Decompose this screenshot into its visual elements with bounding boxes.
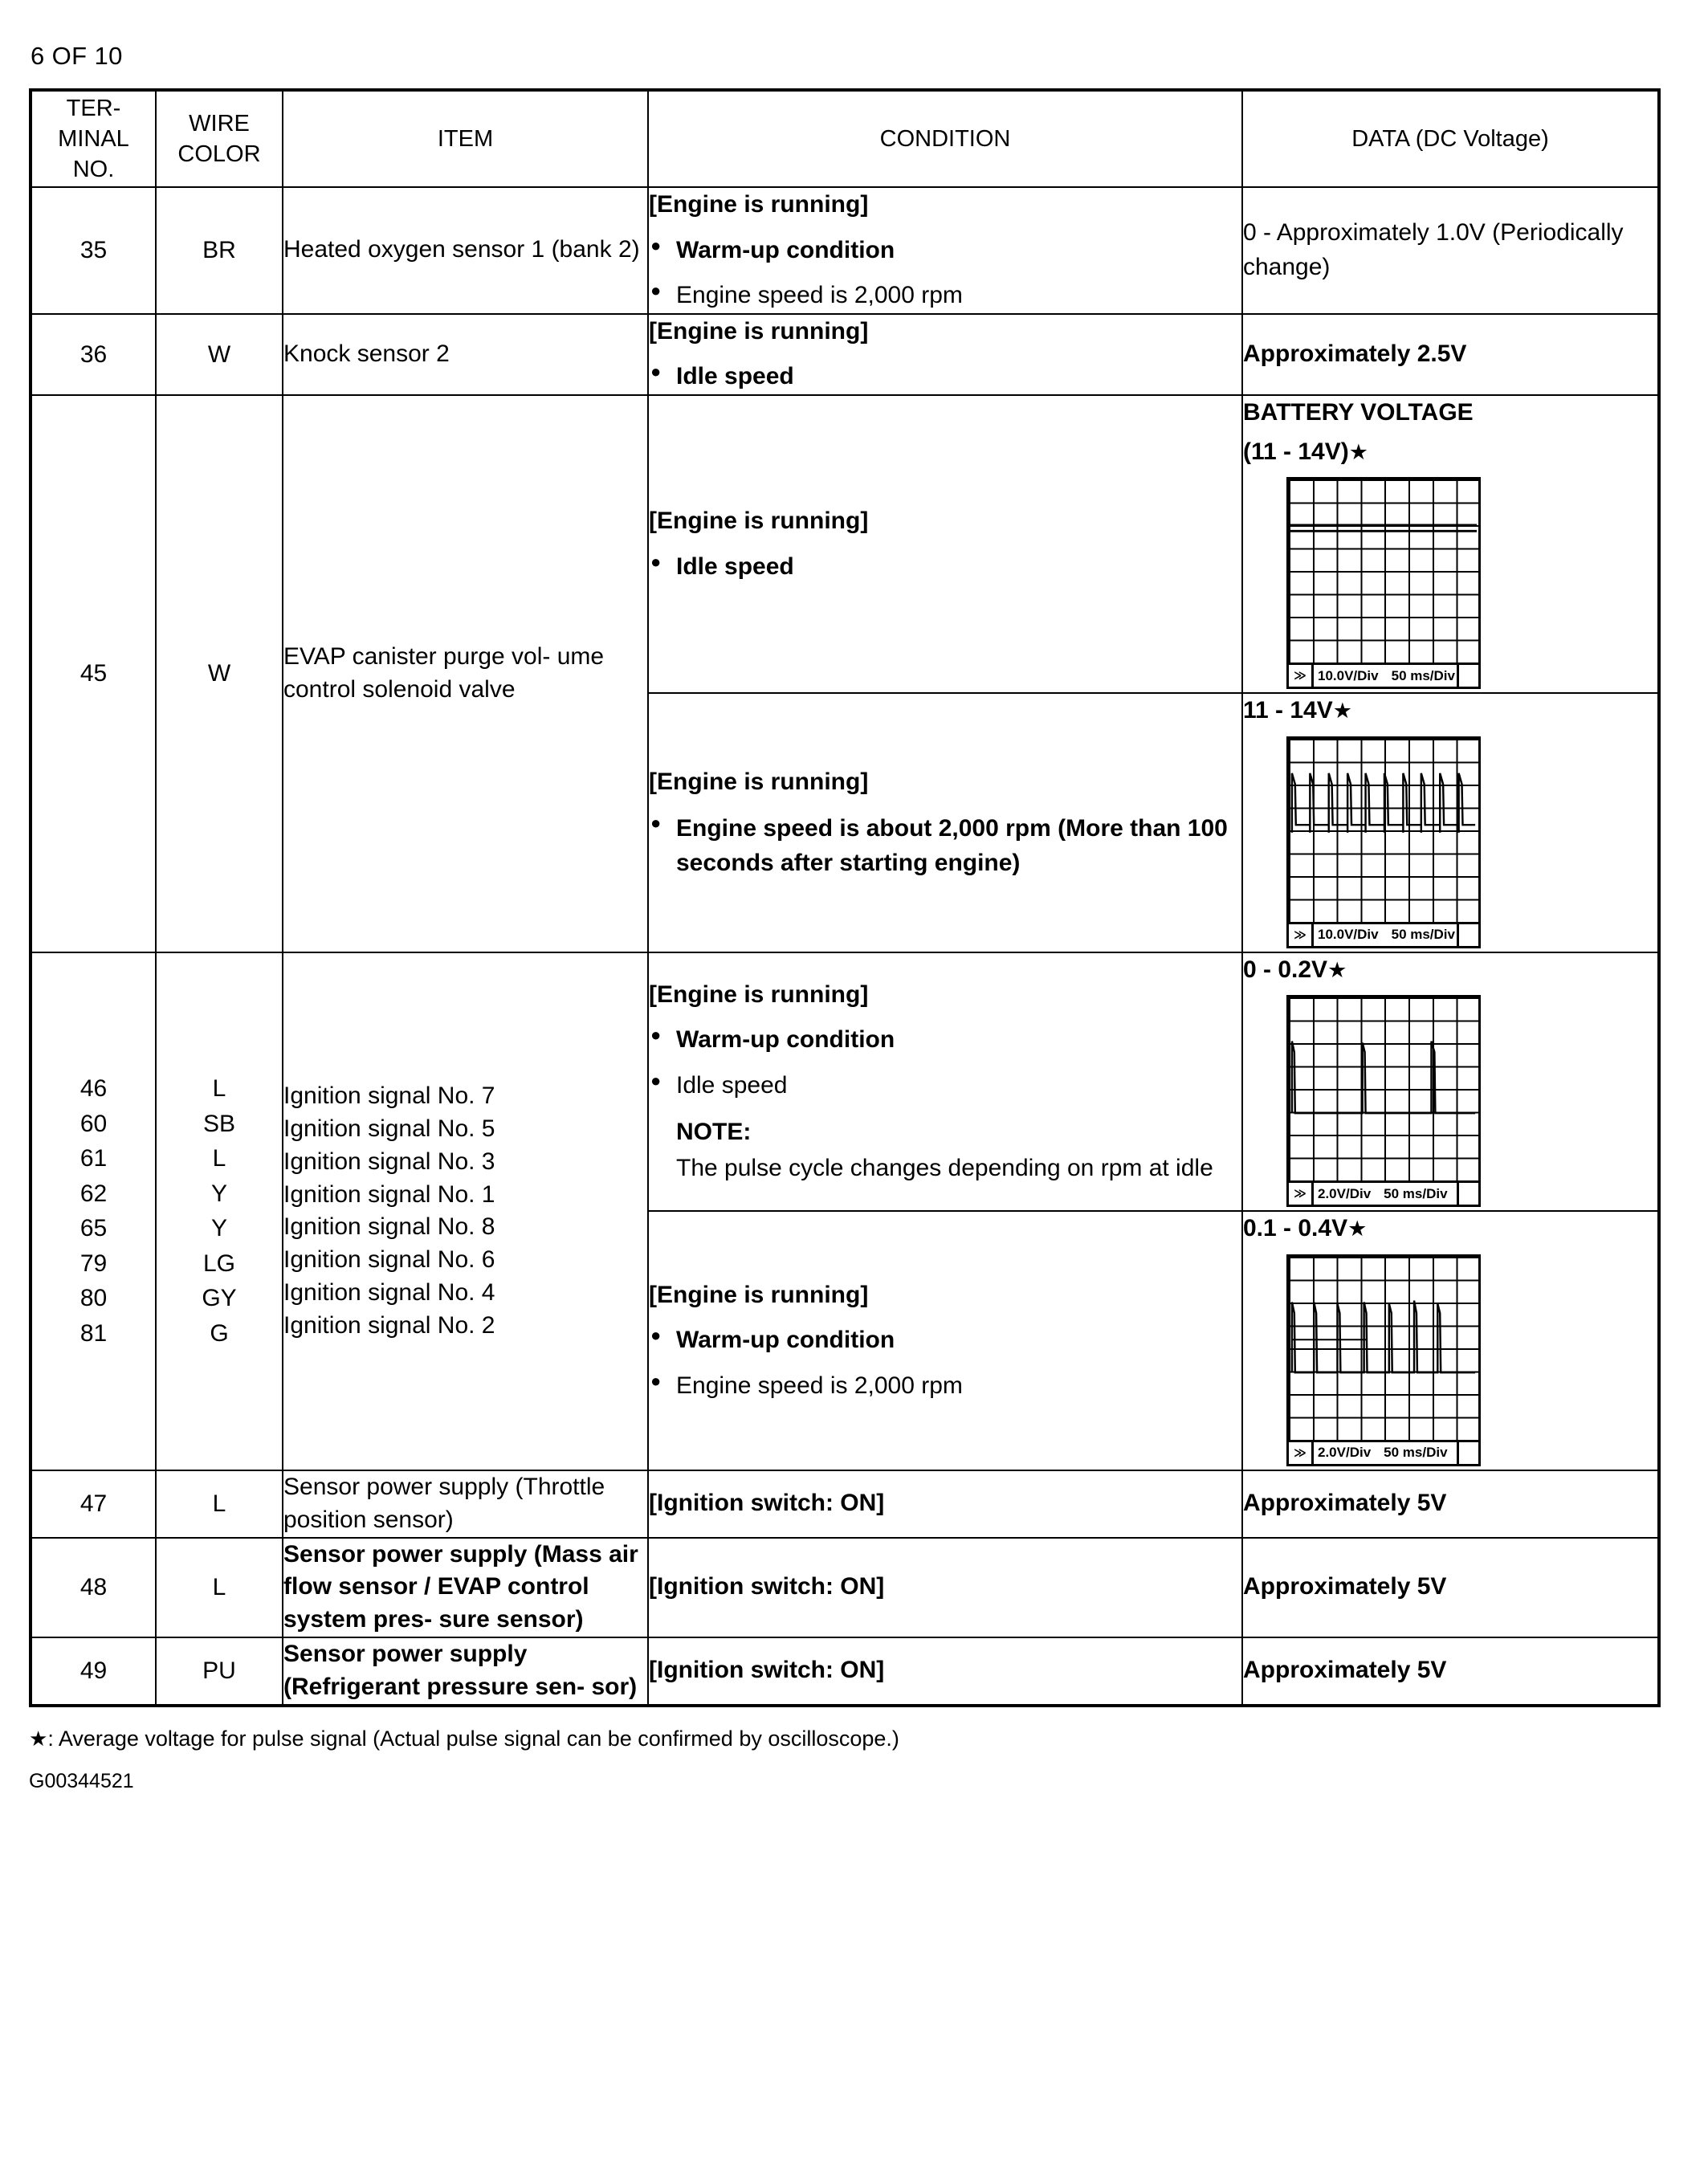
condition-cell <box>648 1538 1242 1637</box>
data-line: (Periodically change) <box>1243 219 1624 280</box>
table-row <box>31 395 1659 693</box>
item-line: Ignition signal No. 6 <box>283 1246 495 1274</box>
data-cell <box>1242 1211 1659 1470</box>
wire-color: L <box>156 1538 283 1637</box>
condition-bullet-list <box>649 811 1241 880</box>
terminal-no: 61 <box>79 1145 108 1172</box>
scope-end-box <box>1457 665 1478 687</box>
wire-color-list <box>156 952 283 1470</box>
scope-grid <box>1286 477 1481 665</box>
wire-color: PU <box>156 1637 283 1706</box>
condition-bullet: ● Warm-up condition <box>649 234 1241 268</box>
item-line: (bank 2) <box>551 236 640 263</box>
data-cell <box>1242 693 1659 952</box>
scope-time-per-div: 50 ms/Div <box>1391 667 1455 683</box>
star-icon: ★ <box>1347 1217 1368 1241</box>
item-line: (Refrigerant pressure sen- <box>283 1673 585 1700</box>
wire-color: L <box>156 1470 283 1538</box>
data-line: Approximately 5V <box>1243 1573 1447 1600</box>
terminal-no: 60 <box>79 1110 108 1137</box>
wire-color: LG <box>202 1250 236 1277</box>
scope-end-box <box>1457 924 1478 946</box>
condition-bullet-list <box>649 550 1241 585</box>
footnote-text: : Average voltage for pulse signal (Actual pulse signal can be confirmed by oscilloscope.) <box>47 1727 899 1751</box>
terminal-no: 65 <box>79 1215 108 1242</box>
item-description-list <box>283 952 648 1470</box>
item-line: Ignition signal No. 3 <box>283 1148 495 1175</box>
scope-footer <box>1286 1183 1481 1207</box>
condition-cell <box>648 314 1242 395</box>
header-wire-line-2: COLOR <box>177 141 261 167</box>
scope-waveform-spikes-7 <box>1289 1257 1478 1440</box>
terminal-no: 35 <box>31 187 156 314</box>
item-line: Heated oxygen sensor 1 <box>283 236 545 263</box>
data-title-line: BATTERY VOLTAGE <box>1243 398 1474 426</box>
data-title-line <box>1243 953 1657 988</box>
data-title-line <box>1243 1212 1657 1246</box>
header-wire-line-1: WIRE <box>189 110 250 137</box>
condition-bullet-list <box>649 234 1241 313</box>
condition-cell <box>648 952 1242 1212</box>
scope-end-box <box>1457 1442 1478 1464</box>
oscilloscope-graphic <box>1286 995 1657 1207</box>
item-line: Ignition signal No. 1 <box>283 1180 495 1208</box>
table-row <box>31 952 1659 1212</box>
scope-waveform-spikes-3 <box>1289 997 1478 1180</box>
star-icon: ★ <box>29 1727 48 1751</box>
scope-time-per-div: 50 ms/Div <box>1384 1445 1448 1461</box>
table-row <box>31 1470 1659 1538</box>
star-icon: ★ <box>1327 957 1347 982</box>
condition-bullet: ● Engine speed is 2,000 rpm <box>649 279 1241 313</box>
scope-volts-per-div: 2.0V/Div <box>1318 1445 1372 1461</box>
table-row <box>31 1538 1659 1637</box>
condition-state: [Engine is running] <box>649 1281 869 1308</box>
data-cell <box>1242 187 1659 314</box>
terminal-no: 36 <box>31 314 156 395</box>
data-title-text: (11 - 14V) <box>1243 438 1349 465</box>
item-line: (Mass air flow sensor / <box>283 1540 638 1600</box>
item-description <box>283 395 648 952</box>
condition-bullet: ● Warm-up condition <box>649 1323 1241 1358</box>
condition-state: [Engine is running] <box>649 768 869 795</box>
item-line: Ignition signal No. 5 <box>283 1115 495 1142</box>
item-line: Sensor power supply <box>283 1473 509 1500</box>
star-icon: ★ <box>1332 699 1352 724</box>
header-data: DATA (DC Voltage) <box>1242 90 1659 187</box>
scope-play-icon: ≫ <box>1289 924 1314 946</box>
terminal-no: 46 <box>79 1075 108 1103</box>
condition-state: [Engine is running] <box>649 191 869 218</box>
condition-state: [Ignition switch: ON] <box>649 1490 885 1517</box>
condition-bullet: ● Warm-up condition <box>649 1023 1241 1058</box>
table-header-row <box>31 90 1659 187</box>
item-line: sure sensor) <box>438 1606 584 1633</box>
item-line: ume control solenoid valve <box>283 643 605 703</box>
header-item: ITEM <box>283 90 648 187</box>
scope-volts-per-div: 10.0V/Div <box>1318 667 1379 683</box>
item-line: Knock sensor 2 <box>283 340 450 367</box>
terminal-no-list <box>31 952 156 1470</box>
table-row <box>31 314 1659 395</box>
scope-footer <box>1286 665 1481 689</box>
item-line: Sensor power supply <box>283 1540 528 1568</box>
data-line: Approximately 5V <box>1243 1490 1447 1517</box>
scope-waveform-flat-high <box>1289 479 1478 663</box>
table-row <box>31 187 1659 314</box>
condition-cell <box>648 187 1242 314</box>
header-terminal-line-1: TER- <box>66 95 121 121</box>
scope-footer <box>1286 924 1481 948</box>
terminal-no: 47 <box>31 1470 156 1538</box>
scope-volts-per-div: 2.0V/Div <box>1318 1185 1372 1201</box>
footnote <box>29 1725 899 1753</box>
scope-time-per-div: 50 ms/Div <box>1391 927 1455 943</box>
scope-grid <box>1286 736 1481 924</box>
wire-color: L <box>212 1145 226 1172</box>
scope-waveform-pulse-train <box>1289 739 1478 922</box>
condition-bullet-list <box>649 1323 1241 1403</box>
data-title-text: 0.1 - 0.4V <box>1243 1215 1348 1242</box>
condition-bullet-list <box>649 360 1241 394</box>
item-description <box>283 314 648 395</box>
terminal-no: 62 <box>79 1180 108 1207</box>
wire-color: L <box>212 1075 226 1103</box>
star-icon: ★ <box>1348 439 1368 464</box>
data-line: Approximately 2.5V <box>1243 340 1467 368</box>
data-line: Approximately 5V <box>1243 1657 1447 1684</box>
item-description <box>283 1470 648 1538</box>
wire-color: SB <box>202 1110 236 1137</box>
scope-end-box <box>1457 1183 1478 1205</box>
data-title-text: 11 - 14V <box>1243 697 1333 724</box>
header-wire-color <box>156 90 283 187</box>
item-line: EVAP control system pres- <box>283 1573 589 1633</box>
condition-bullet: ● Idle speed <box>649 1069 1241 1103</box>
wire-color: Y <box>210 1215 227 1242</box>
oscilloscope-graphic <box>1286 1254 1657 1466</box>
condition-state: [Ignition switch: ON] <box>649 1573 885 1600</box>
page-label: 6 OF 10 <box>31 42 123 70</box>
item-description <box>283 1637 648 1706</box>
condition-cell <box>648 395 1242 693</box>
condition-cell <box>648 1211 1242 1470</box>
header-terminal-line-3: NO. <box>72 157 115 183</box>
condition-state: [Engine is running] <box>649 507 869 534</box>
condition-state: [Engine is running] <box>649 317 869 345</box>
item-line: Ignition signal No. 8 <box>283 1213 495 1241</box>
table-row <box>31 1637 1659 1706</box>
note-label: NOTE: <box>676 1119 752 1146</box>
scope-grid <box>1286 1254 1481 1442</box>
header-terminal-line-2: MINAL <box>58 125 129 152</box>
condition-state: [Engine is running] <box>649 981 869 1008</box>
data-title-line <box>1243 694 1657 728</box>
item-description <box>283 187 648 314</box>
wire-color: G <box>210 1319 229 1347</box>
item-line: Ignition signal No. 2 <box>283 1311 495 1339</box>
data-cell <box>1242 1470 1659 1538</box>
wire-color: W <box>156 314 283 395</box>
condition-bullet: ● Idle speed <box>649 360 1241 394</box>
wire-color: W <box>156 395 283 952</box>
terminal-no: 81 <box>79 1319 108 1347</box>
wire-color: GY <box>202 1285 237 1312</box>
item-line: Sensor power supply <box>283 1640 528 1667</box>
terminal-no: 79 <box>79 1250 108 1277</box>
scope-time-per-div: 50 ms/Div <box>1384 1185 1448 1201</box>
oscilloscope-graphic <box>1286 477 1657 689</box>
condition-state: [Ignition switch: ON] <box>649 1657 885 1684</box>
condition-bullet: ● Engine speed is 2,000 rpm <box>649 1369 1241 1404</box>
header-condition: CONDITION <box>648 90 1242 187</box>
item-line: Ignition signal No. 4 <box>283 1278 495 1306</box>
item-description <box>283 1538 648 1637</box>
condition-bullet: ● Idle speed <box>649 550 1241 585</box>
terminal-no: 49 <box>31 1637 156 1706</box>
data-cell <box>1242 952 1659 1212</box>
scope-volts-per-div: 10.0V/Div <box>1318 927 1379 943</box>
terminal-no: 80 <box>79 1285 108 1312</box>
condition-bullet: ● Engine speed is about 2,000 rpm (More than 100 seconds after starting engine) <box>649 811 1241 880</box>
note-text: The pulse cycle changes depending on rpm at idle <box>676 1154 1213 1181</box>
terminal-no: 48 <box>31 1538 156 1637</box>
data-cell <box>1242 1637 1659 1706</box>
scope-play-icon: ≫ <box>1289 665 1314 687</box>
data-cell <box>1242 1538 1659 1637</box>
condition-cell <box>648 1470 1242 1538</box>
ecm-terminal-spec-table <box>29 88 1661 1707</box>
data-cell <box>1242 314 1659 395</box>
graphic-code: G00344521 <box>29 1770 134 1792</box>
data-title-line <box>1243 435 1657 470</box>
data-line: 0 - Approximately 1.0V <box>1243 219 1486 247</box>
condition-cell <box>648 1637 1242 1706</box>
terminal-no: 45 <box>31 395 156 952</box>
scope-footer <box>1286 1442 1481 1466</box>
oscilloscope-graphic <box>1286 736 1657 948</box>
data-cell <box>1242 395 1659 693</box>
item-line: sor) <box>591 1673 638 1700</box>
data-title-text: 0 - 0.2V <box>1243 956 1328 983</box>
header-terminal-no <box>31 90 156 187</box>
item-line: (Throttle position sensor) <box>283 1473 605 1533</box>
wire-color: Y <box>210 1180 227 1207</box>
item-line: Ignition signal No. 7 <box>283 1082 495 1110</box>
scope-play-icon: ≫ <box>1289 1183 1314 1205</box>
scope-grid <box>1286 995 1481 1183</box>
item-line: EVAP canister purge vol- <box>283 643 551 671</box>
condition-bullet-list <box>649 1023 1241 1103</box>
condition-cell <box>648 693 1242 952</box>
scope-play-icon: ≫ <box>1289 1442 1314 1464</box>
wire-color: BR <box>156 187 283 314</box>
